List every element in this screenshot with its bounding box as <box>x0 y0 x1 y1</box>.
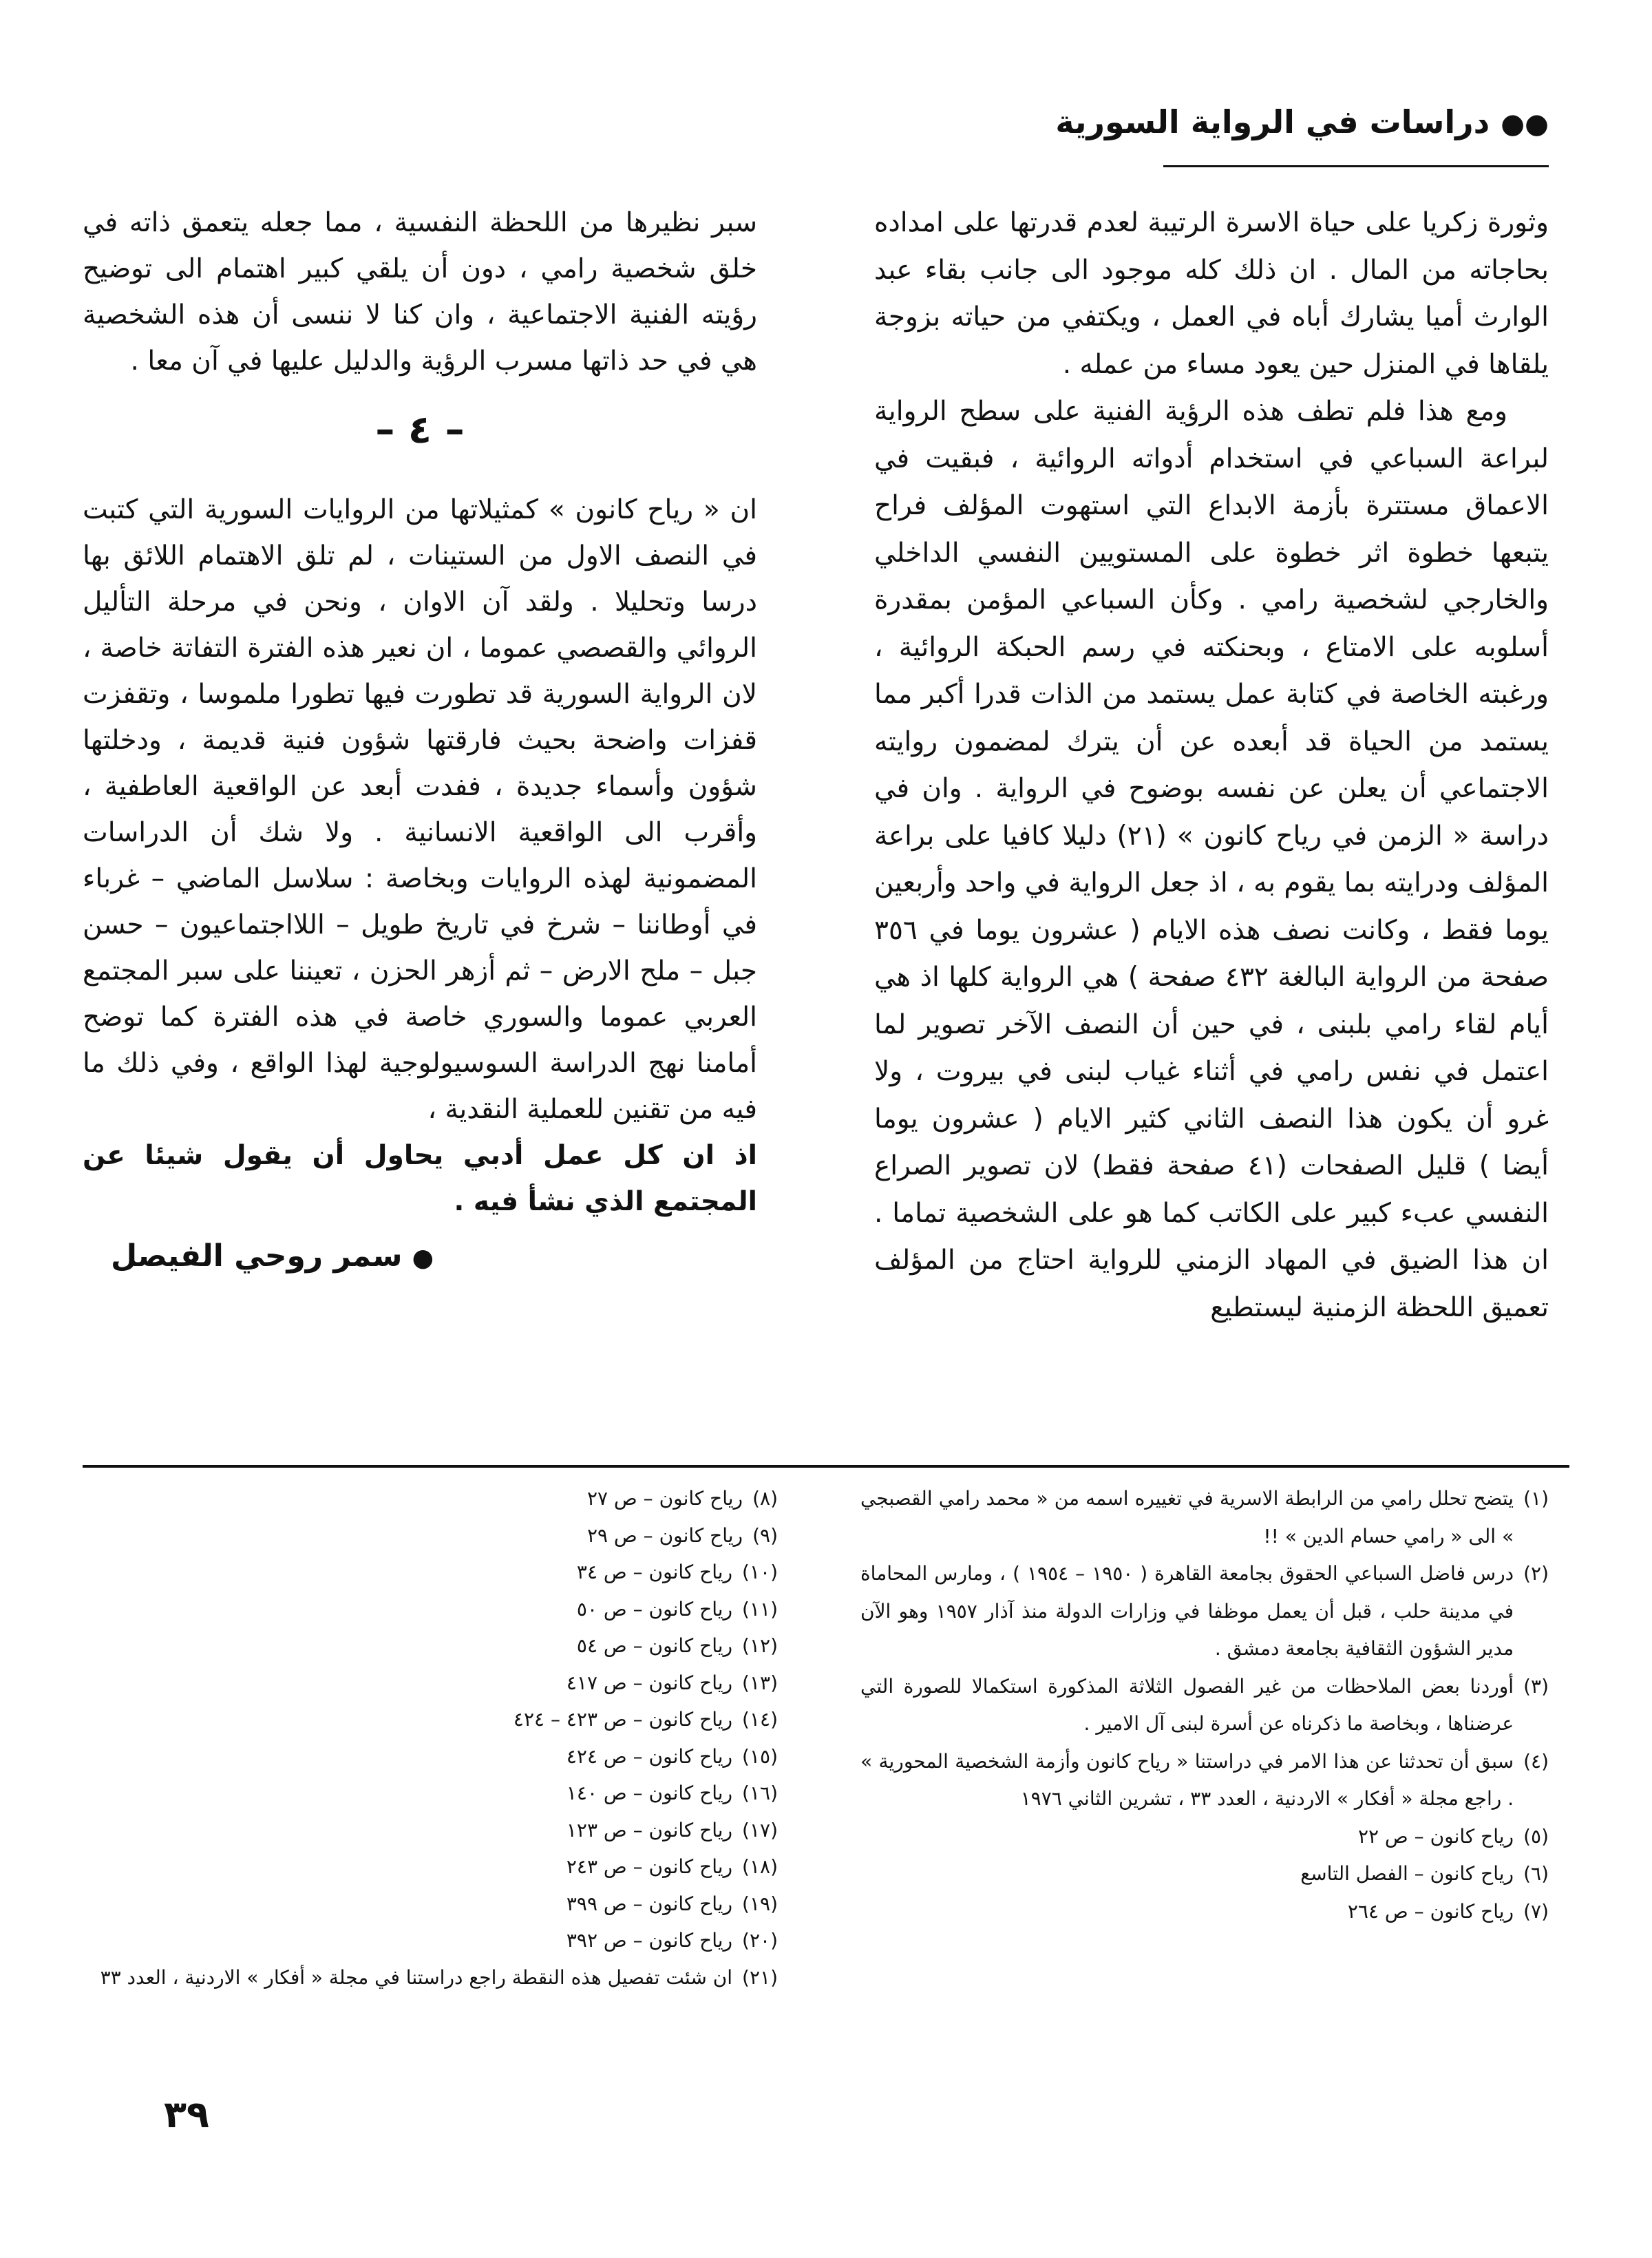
footnote-number: (٧) <box>1523 1899 1549 1923</box>
author-signature <box>83 1238 757 1274</box>
left-intro-paragraph: سبر نظيرها من اللحظة النفسية ، مما جعله يتعمق ذاته في خلق شخصية رامي ، دون أن يلقي كبير اهتمام الى توضيح رؤيته الفنية الاجتماعية ، وان كنا لا ننسى أن هذه الشخصية هي في حد ذاتها مسرب الرؤية والدليل عليها في آن معا . <box>83 207 757 377</box>
footnote-text: رياح كانون – ص ٢٤٣ <box>566 1855 733 1878</box>
running-head-title: دراسات في الرواية السورية <box>1055 103 1490 140</box>
footnote <box>48 1812 778 1849</box>
footnote-number: (٢) <box>1523 1562 1549 1585</box>
footnote-number: (٨) <box>752 1487 778 1510</box>
footnote-number: (٩) <box>752 1523 778 1547</box>
page-number: ٣٩ <box>164 2093 209 2136</box>
footnote-number: (٥) <box>1523 1824 1549 1848</box>
bullet-icon: ● <box>412 1244 434 1272</box>
footnote-text: رياح كانون – الفصل التاسع <box>1300 1862 1514 1885</box>
footnote-number: (٦) <box>1523 1862 1549 1885</box>
footnote <box>860 1818 1549 1856</box>
footnote-number: (١٠) <box>742 1561 778 1583</box>
double-bullet-icon: ●● <box>1501 108 1549 140</box>
footnote <box>48 1701 778 1738</box>
footnote-text: رياح كانون – ص ٢٢ <box>1357 1824 1514 1848</box>
footnote-number: (١٦) <box>742 1782 778 1804</box>
footnote-text: درس فاضل السباعي الحقوق بجامعة القاهرة ( ١٩٥٠ – ١٩٥٤ ) ، ومارس المحاماة في مدينة حلب ، قبل أن يعمل موظفا في وزارات الدولة منذ آذار ١٩٥٧ وهو الآن مدير الشؤون الثقافية بجامعة دمشق . <box>860 1562 1514 1660</box>
footnote-number: (١٨) <box>742 1855 778 1878</box>
footnote <box>48 1848 778 1886</box>
footnote-text: رياح كانون – ص ٢٦٤ <box>1347 1899 1514 1923</box>
closing-sentence: اذ ان كل عمل أدبي يحاول أن يقول شيئا عن المجتمع الذي نشأ فيه . <box>83 1140 757 1217</box>
footnotes-rule <box>83 1465 1569 1468</box>
footnote <box>48 1959 778 1996</box>
footnote-number: (٢١) <box>742 1965 778 1989</box>
footnote-number: (١٣) <box>742 1671 778 1694</box>
footnote-number: (١٢) <box>742 1634 778 1657</box>
footnote <box>48 1922 778 1959</box>
footnote-text: رياح كانون – ص ٤٢٣ – ٤٢٤ <box>513 1708 733 1731</box>
right-column <box>874 200 1549 1331</box>
footnote-text: رياح كانون – ص ٥٠ <box>576 1597 733 1621</box>
footnote <box>48 1517 778 1554</box>
footnote <box>860 1893 1549 1931</box>
footnotes-right <box>860 1480 1549 1930</box>
footnotes-left <box>48 1480 778 1996</box>
footnote <box>860 1555 1549 1668</box>
footnote <box>48 1738 778 1775</box>
footnote-number: (١٤) <box>742 1708 778 1731</box>
footnote <box>48 1554 778 1591</box>
footnote-text: أوردنا بعض الملاحظات من غير الفصول الثلاثة المذكورة استكمالا للصورة التي عرضناها ، وبخاصة ما ذكرناه عن أسرة لبنى آل الامير . <box>860 1674 1514 1735</box>
footnote <box>48 1591 778 1628</box>
footnote-text: رياح كانون – ص ٥٤ <box>576 1634 733 1657</box>
footnote-text: رياح كانون – ص ٣٤ <box>576 1561 733 1583</box>
footnote-text: رياح كانون – ص ١٢٣ <box>566 1818 733 1842</box>
running-head <box>1055 103 1549 140</box>
left-body-paragraph: ان « رياح كانون » كمثيلاتها من الروايات السورية التي كتبت في النصف الاول من الستينات ، لم تلق الاهتمام اللائق بها درسا وتحليلا . ولقد آن الاوان ، ونحن في مرحلة التأليل الروائي والقصصي عموما ، ان نعير هذه الفترة التفاتة خاصة ، لان الرواية السورية قد تطورت فيها تطورا ملموسا ، وتقفزت قفزات واضحة بحيث فارقتها شؤون فنية قديمة ، ودخلتها شؤون وأسماء جديدة ، ففدت أبعد عن الواقعية العاطفية ، وأقرب الى الواقعية الانسانية . ولا شك أن الدراسات المضمونية لهذه الروايات وبخاصة : سلاسل الماضي – غرباء في أوطاننا – شرخ في تاريخ طويل – اللااجتماعيون – حسن جبل – ملح الارض – ثم أزهر الحزن ، تعيننا على سبر المجتمع العربي عموما والسوري خاصة في هذه الفترة كما توضح أمامنا نهج الدراسة السوسيولوجية لهذا الواقع ، وفي ذلك ما فيه من تقنين للعملية النقدية ، <box>83 494 757 1125</box>
footnote-number: (١٥) <box>742 1744 778 1768</box>
footnote <box>48 1480 778 1517</box>
footnote <box>48 1665 778 1702</box>
footnote <box>860 1480 1549 1555</box>
footnote <box>860 1743 1549 1818</box>
footnote-text: رياح كانون – ص ١٤٠ <box>566 1782 733 1804</box>
footnote-text: رياح كانون – ص ٣٩٩ <box>566 1892 733 1915</box>
footnote <box>48 1627 778 1665</box>
running-head-rule <box>1163 165 1549 167</box>
right-paragraph-2: ومع هذا فلم تطف هذه الرؤية الفنية على سطح الرواية لبراعة السباعي في استخدام أدواته الروائية ، فبقيت في الاعماق مستترة بأزمة الابداع التي استهوت المؤلف فراح يتبعها خطوة اثر خطوة على المستويين النفسي الداخلي والخارجي لشخصية رامي . وكأن السباعي المؤمن بمقدرة أسلوبه على الامتاع ، وبحنكته في رسم الحبكة الروائية ، ورغبته الخاصة في كتابة عمل يستمد من الذات قدرا أكبر مما يستمد من الحياة قد أبعده عن أن يترك لمضمون روايته الاجتماعي أن يعلن عن نفسه بوضوح في الرواية . وان في دراسة « الزمن في رياح كانون » (٢١) دليلا كافيا على براعة المؤلف ودرايته بما يقوم به ، اذ جعل الرواية في واحد وأربعين يوما فقط ، وكانت نصف هذه الايام ( عشرون يوما في ٣٥٦ صفحة من الرواية البالغة ٤٣٢ صفحة ) هي الرواية كلها اذ هي أيام لقاء رامي بلبنى ، في حين أن النصف الآخر تصوير لما اعتمل في نفس رامي في أثناء غياب لبنى في بيروت ، ولا غرو أن يكون هذا النصف الثاني كثير الايام ( عشرون يوما أيضا ) قليل الصفحات (٤١ صفحة فقط) لان تصوير الصراع النفسي عبء كبير على الكاتب كما هو على الشخصية تماما . ان هذا الضيق في المهاد الزمني للرواية احتاج من المؤلف تعميق اللحظة الزمنية ليستطيع <box>874 396 1549 1323</box>
footnote-number: (٢٠) <box>742 1929 778 1952</box>
right-paragraph-1: وثورة زكريا على حياة الاسرة الرتيبة لعدم قدرتها على امداده بحاجاته من المال . ان ذلك كله موجود الى جانب بقاء عبد الوارث أميا يشارك أباه في العمل ، ويكتفي من حياته بزوجة يلقاها في المنزل حين يعود مساء من عمله . <box>874 207 1549 380</box>
author-name: سمر روحي الفيصل <box>111 1238 403 1274</box>
footnote-text: يتضح تحلل رامي من الرابطة الاسرية في تغييره اسمه من « محمد رامي القصبجي » الى « رامي حسام الدين » !! <box>860 1487 1514 1548</box>
footnote-text: رياح كانون – ص ٤٢٤ <box>566 1744 733 1768</box>
left-column <box>83 200 757 1274</box>
footnote-text: رياح كانون – ص ٢٧ <box>586 1487 743 1510</box>
footnote-text: رياح كانون – ص ٤١٧ <box>566 1671 733 1694</box>
footnote <box>48 1775 778 1812</box>
footnote <box>860 1855 1549 1893</box>
footnote-number: (١١) <box>742 1597 778 1621</box>
footnote-text: رياح كانون – ص ٣٩٢ <box>566 1929 733 1952</box>
footnote-text: سبق أن تحدثنا عن هذا الامر في دراستنا « رياح كانون وأزمة الشخصية المحورية » . راجع مجلة « أفكار » الاردنية ، العدد ٣٣ ، تشرين الثاني ١٩٧٦ <box>860 1749 1514 1810</box>
footnote-text: رياح كانون – ص ٢٩ <box>586 1523 743 1547</box>
footnote <box>48 1886 778 1923</box>
footnote-number: (١) <box>1523 1487 1549 1510</box>
footnote-number: (٣) <box>1523 1674 1549 1698</box>
footnote-number: (١٧) <box>742 1818 778 1842</box>
footnote-text: ان شئت تفصيل هذه النقطة راجع دراستنا في مجلة « أفكار » الاردنية ، العدد ٣٣ <box>100 1965 733 1989</box>
footnote-number: (٤) <box>1523 1749 1549 1773</box>
footnote-number: (١٩) <box>742 1892 778 1915</box>
section-number: – ٤ – <box>375 408 465 452</box>
footnote <box>860 1668 1549 1743</box>
